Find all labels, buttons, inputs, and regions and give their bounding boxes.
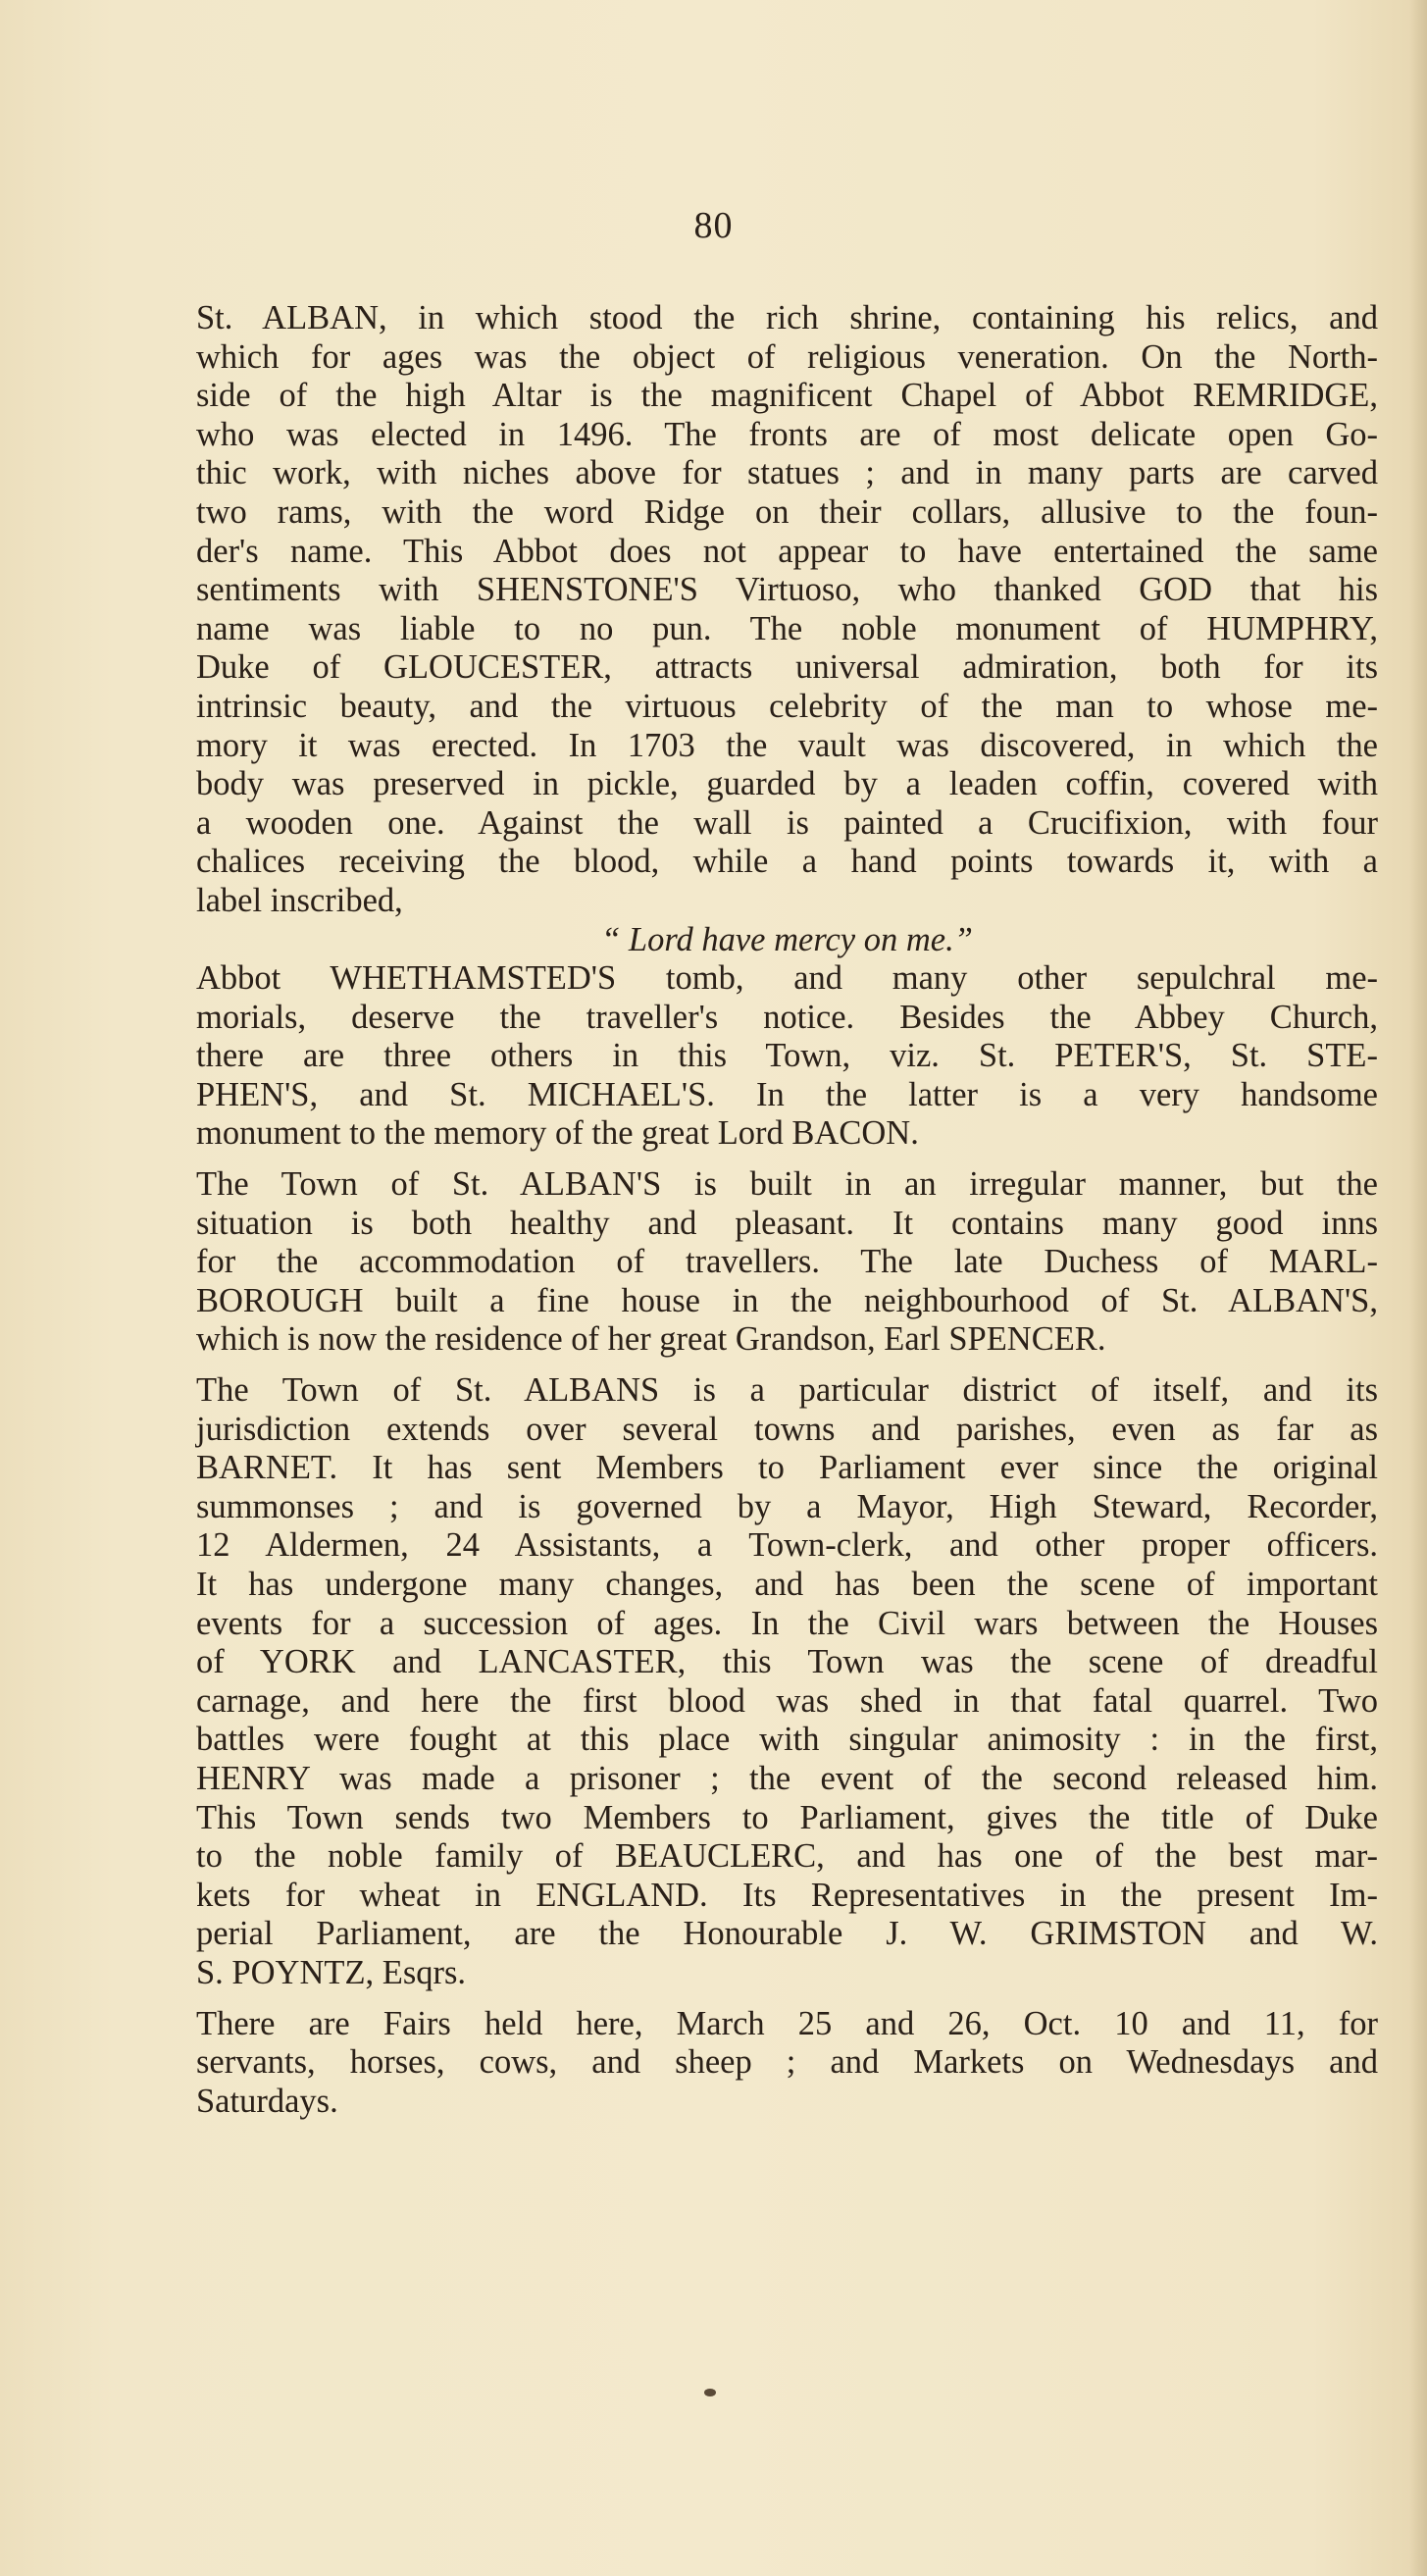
paragraph-2: [196, 959, 1378, 1154]
text-line: which is now the residence of her great Grandson, Earl SPENCER.: [196, 1320, 1106, 1359]
text-line: PHEN'S, and St. MICHAEL'S. In the latter is a very handsome: [196, 1075, 1378, 1113]
text-line: summonses ; and is governed by a Mayor, High Steward, Recorder,: [196, 1487, 1378, 1525]
text-line: 12 Aldermen, 24 Assistants, a Town-clerk, and other proper officers.: [196, 1526, 1378, 1565]
text-line: morials, deserve the traveller's notice. Besides the Abbey Church,: [196, 998, 1378, 1036]
paragraph-1: [196, 299, 1378, 921]
text-line: for the accommodation of travellers. The late Duchess of MARL-: [196, 1243, 1378, 1281]
text-line: chalices receiving the blood, while a hand points towards it, with a: [196, 843, 1378, 881]
text-line: BOROUGH built a fine house in the neighbourhood of St. ALBAN'S,: [196, 1281, 1378, 1319]
text-line: jurisdiction extends over several towns and parishes, even as far as: [196, 1410, 1378, 1448]
text-line: This Town sends two Members to Parliament, gives the title of Duke: [196, 1798, 1378, 1836]
text-line: servants, horses, cows, and sheep ; and Markets on Wednesdays and: [196, 2043, 1378, 2082]
text-line: perial Parliament, are the Honourable J. W. GRIMSTON and W.: [196, 1915, 1378, 1953]
text-line: thic work, with niches above for statues ; and in many parts are carved: [196, 454, 1378, 492]
text-line: to the noble family of BEAUCLERC, and has one of the best mar-: [196, 1837, 1378, 1876]
text-line: situation is both healthy and pleasant. It contains many good inns: [196, 1204, 1378, 1242]
text-line: Abbot WHETHAMSTED'S tomb, and many other sepulchral me-: [196, 959, 1378, 998]
text-line: name was liable to no pun. The noble monument of HUMPHRY,: [196, 609, 1378, 647]
text-line: kets for wheat in ENGLAND. Its Representatives in the present Im-: [196, 1876, 1378, 1914]
text-line: there are three others in this Town, viz. St. PETER'S, St. STE-: [196, 1037, 1378, 1075]
text-line: body was preserved in pickle, guarded by a leaden coffin, covered with: [196, 765, 1378, 803]
text-line: intrinsic beauty, and the virtuous celebrity of the man to whose me-: [196, 687, 1378, 725]
text-line: which for ages was the object of religious veneration. On the North-: [196, 337, 1378, 376]
text-line: monument to the memory of the great Lord BACON.: [196, 1114, 919, 1153]
text-line: It has undergone many changes, and has been the scene of important: [196, 1566, 1378, 1603]
text-line: side of the high Altar is the magnificent Chapel of Abbot REMRIDGE,: [196, 377, 1378, 415]
body-text: [196, 299, 1378, 2121]
text-line: HENRY was made a prisoner ; the event of the second released him.: [196, 1759, 1378, 1797]
text-line: The Town of St. ALBAN'S is built in an irregular manner, but the: [196, 1165, 1378, 1204]
text-line: BARNET. It has sent Members to Parliament ever since the original: [196, 1449, 1378, 1487]
text-line: der's name. This Abbot does not appear to have entertained the same: [196, 532, 1378, 570]
paragraph-3: [196, 1165, 1378, 1360]
text-line: sentiments with SHENSTONE'S Virtuoso, who thanked GOD that his: [196, 571, 1378, 609]
text-line: Saturdays.: [196, 2082, 338, 2120]
text-line: St. ALBAN, in which stood the rich shrine, containing his relics, and: [196, 299, 1378, 336]
text-line: a wooden one. Against the wall is painted a Crucifixion, with four: [196, 803, 1378, 842]
text-line: Duke of GLOUCESTER, attracts universal admiration, both for its: [196, 648, 1378, 687]
text-line: battles were fought at this place with singular animosity : in the first,: [196, 1721, 1378, 1759]
text-line: of YORK and LANCASTER, this Town was the scene of dreadful: [196, 1643, 1378, 1681]
text-line: label inscribed,: [196, 881, 403, 919]
text-line: There are Fairs held here, March 25 and 26, Oct. 10 and 11, for: [196, 2004, 1378, 2042]
page-number: 80: [693, 205, 734, 246]
text-line: who was elected in 1496. The fronts are of most delicate open Go-: [196, 415, 1378, 453]
text-line: The Town of St. ALBANS is a particular district of itself, and its: [196, 1371, 1378, 1410]
inscription-quote: “ Lord have mercy on me.”: [601, 920, 973, 958]
paragraph-5: [196, 2005, 1378, 2122]
page-edge-shadow: [1409, 0, 1427, 2576]
text-line: two rams, with the word Ridge on their collars, allusive to the foun-: [196, 492, 1378, 531]
paragraph-4: [196, 1371, 1378, 1993]
text-line: events for a succession of ages. In the Civil wars between the Houses: [196, 1604, 1378, 1642]
text-line: S. POYNTZ, Esqrs.: [196, 1953, 467, 1991]
text-line: mory it was erected. In 1703 the vault was discovered, in which the: [196, 726, 1378, 764]
text-line: carnage, and here the first blood was shed in that fatal quarrel. Two: [196, 1681, 1378, 1720]
printer-ornament-mark: [704, 2389, 716, 2396]
